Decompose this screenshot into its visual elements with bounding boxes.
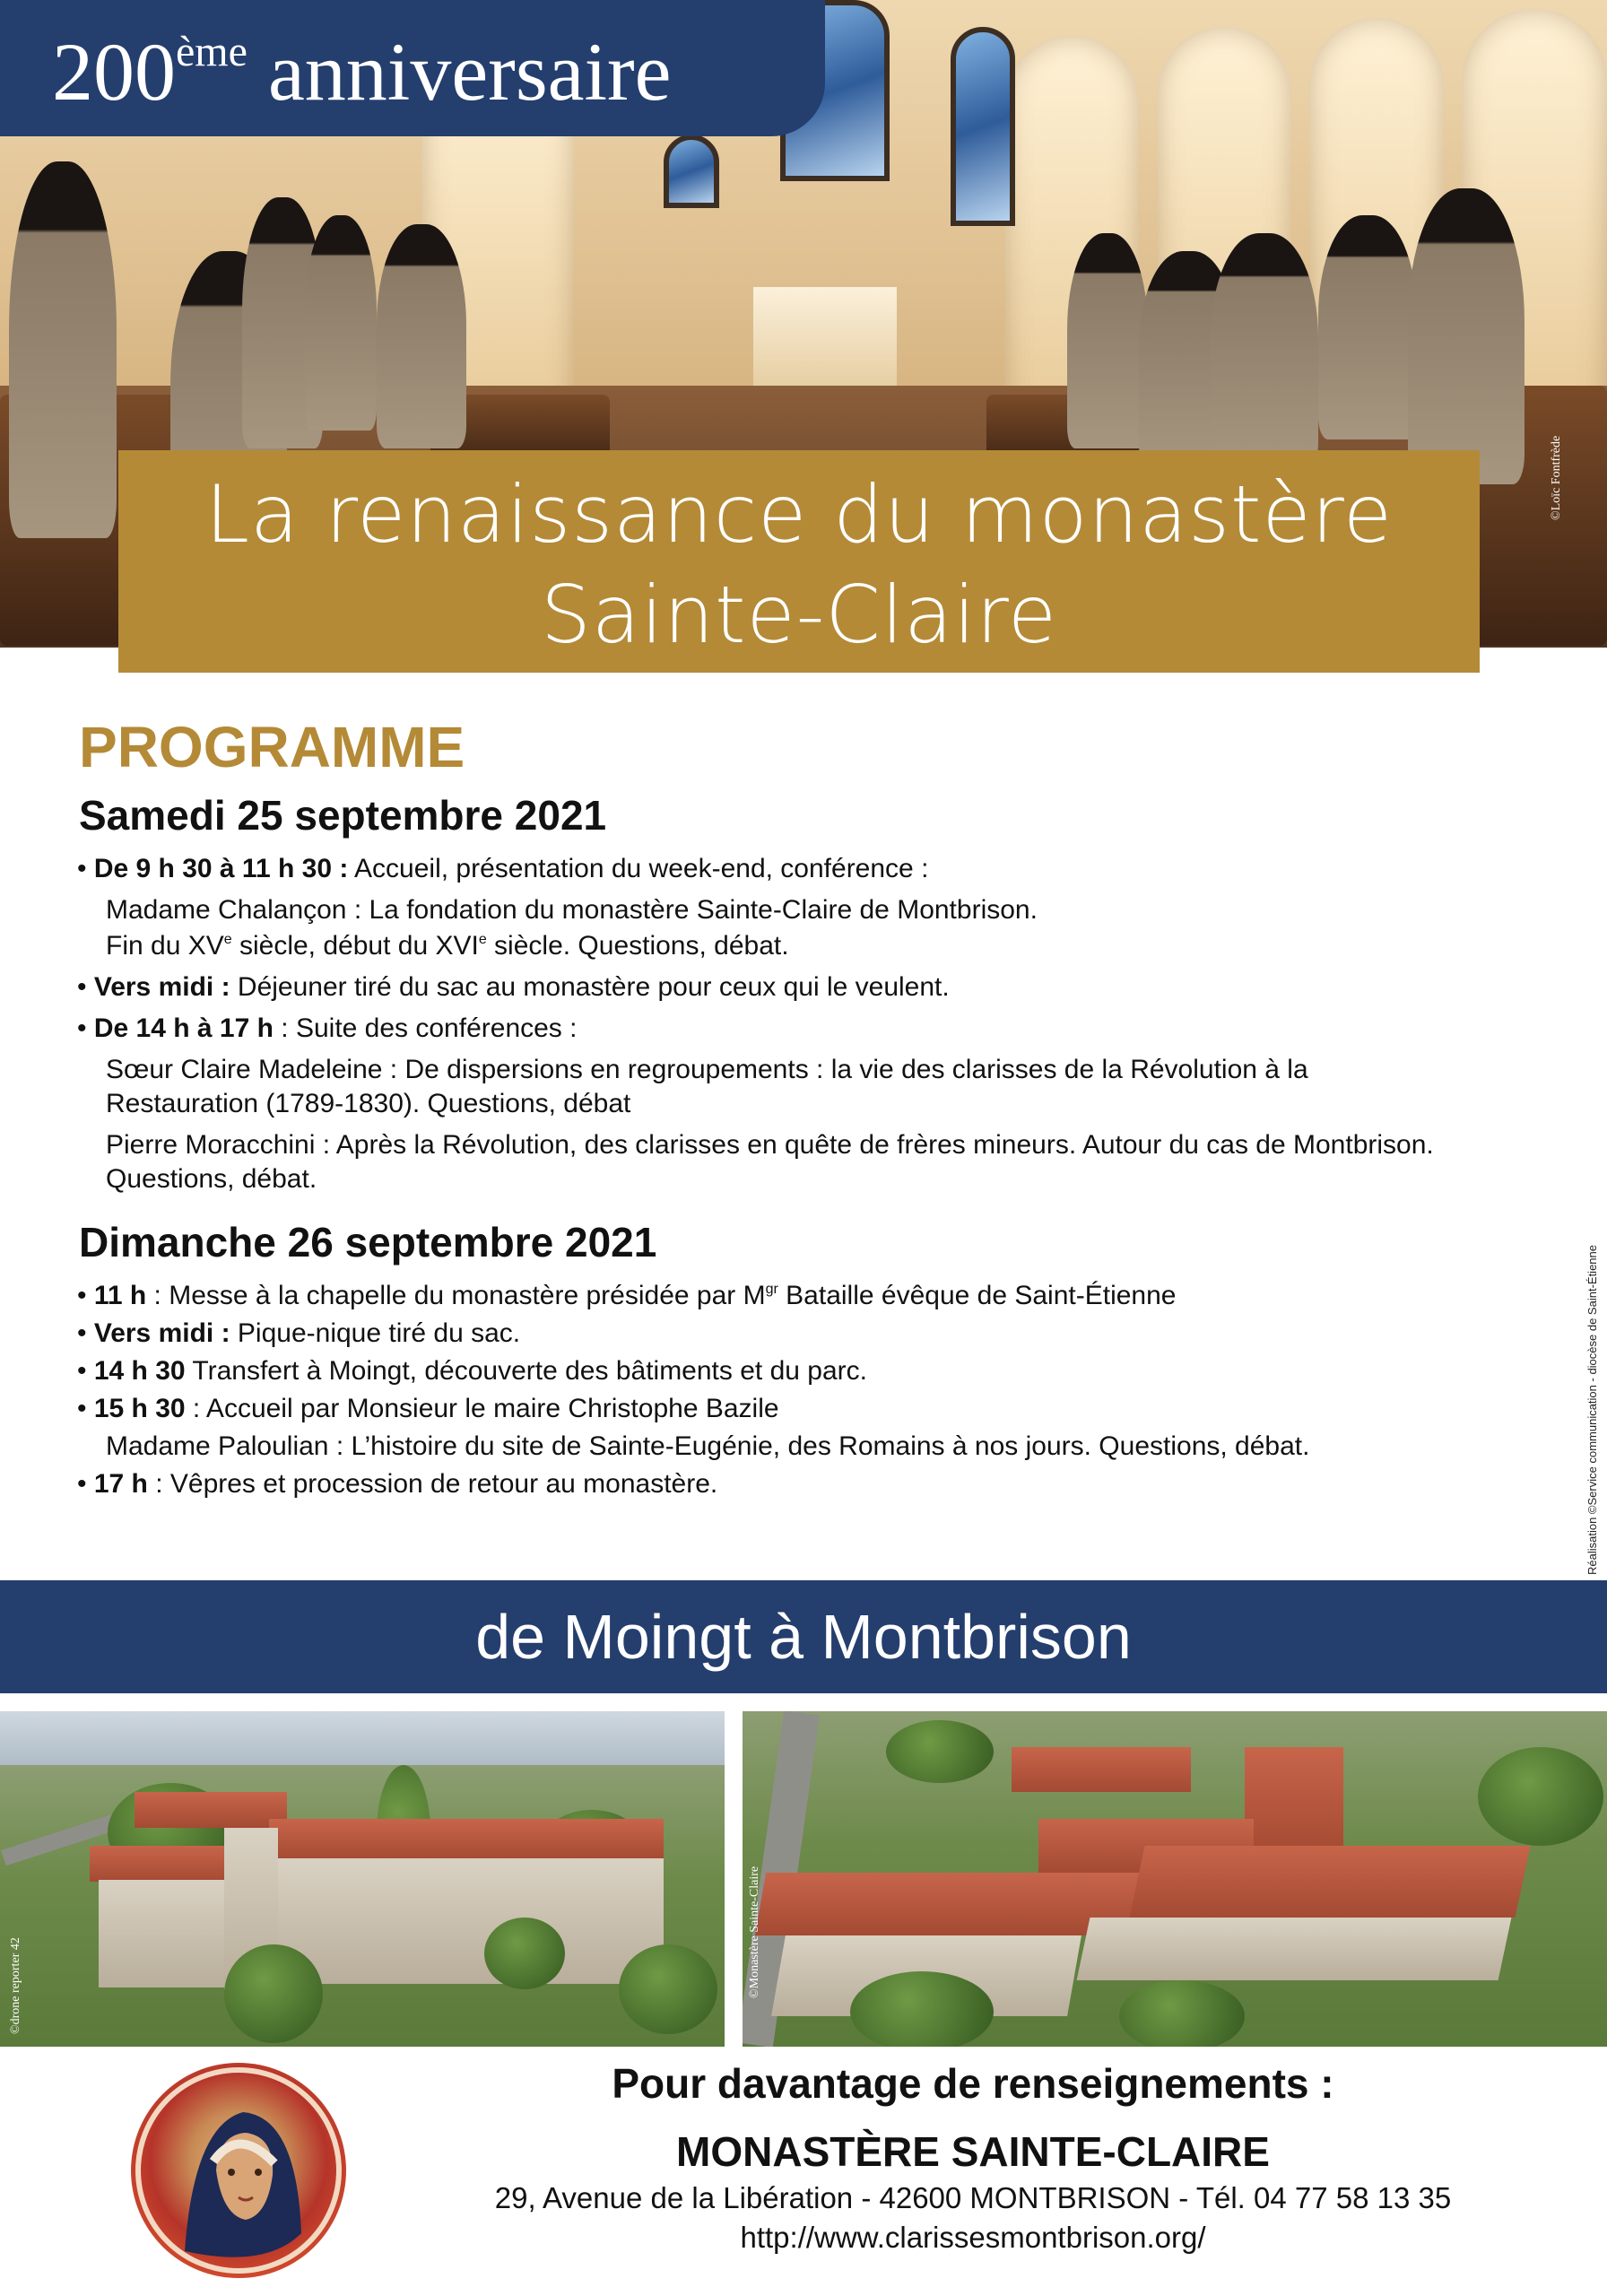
saturday-item-2: • Vers midi : Déjeuner tiré du sac au monastère pour ceux qui le veulent.	[77, 972, 950, 1002]
saturday-item-3: • De 14 h à 17 h : Suite des conférences :	[77, 1013, 578, 1043]
sunday-item-1: • 11 h : Messe à la chapelle du monastère présidée par $M^{gr}$ Bataille évêque de Saint-Étienne	[77, 1281, 1177, 1310]
photo-moingt	[0, 1711, 725, 2047]
design-credit: Réalisation ©Service communication - diocèse de Saint-Étienne	[1585, 1245, 1599, 1575]
title-line-1: La renaissance du monastère	[204, 468, 1394, 561]
website-link[interactable]: http://www.clarissesmontbrison.org/	[740, 2221, 1206, 2254]
photo-montbrison	[743, 1711, 1607, 2047]
sunday-item-3: • 14 h 30 Transfert à Moingt, découverte des bâtiments et du parc.	[77, 1356, 867, 1386]
photo-credit-top: ©Loïc Fontfrède	[1550, 435, 1563, 520]
monastery-name: MONASTÈRE SAINTE-CLAIRE	[676, 2128, 1270, 2175]
sunday-item-2: • Vers midi : Pique-nique tiré du sac.	[77, 1318, 521, 1348]
programme-heading: PROGRAMME	[79, 715, 465, 779]
saturday-item-1: • De 9 h 30 à 11 h 30 : Accueil, présentation du week-end, conférence :	[77, 854, 929, 883]
address-phone: 29, Avenue de la Libération - 42600 MONTBRISON - Tél. 04 77 58 13 35	[494, 2181, 1452, 2214]
saturday-item-3-detail: Sœur Claire Madeleine : De dispersions en regroupements : la vie des clarisses de la Révolution à la	[106, 1055, 1308, 1084]
saturday-title: Samedi 25 septembre 2021	[79, 792, 607, 839]
photo-credit-right: ©Monastère Sainte-Claire	[748, 1866, 761, 1998]
photo-credit-left: ©drone reporter 42	[9, 1937, 22, 2034]
anniversary-heading: 200ème anniversaire	[52, 26, 672, 117]
info-heading: Pour davantage de renseignements :	[612, 2060, 1334, 2107]
saturday-item-3-detail-4: Questions, débat.	[106, 1164, 317, 1194]
sunday-item-5: • 17 h : Vêpres et procession de retour au monastère.	[77, 1469, 718, 1499]
location-band-text: de Moingt à Montbrison	[475, 1602, 1132, 1672]
saturday-item-1-detail-2: Fin du XVe siècle, début du XVIe siècle. Questions, débat.	[106, 931, 789, 961]
saturday-item-3-detail-3: Pierre Moracchini : Après la Révolution, des clarisses en quête de frères mineurs. Autour du cas de Montbrison.	[106, 1130, 1434, 1160]
sunday-title: Dimanche 26 septembre 2021	[79, 1219, 657, 1265]
saint-clare-icon	[131, 2063, 346, 2278]
saturday-item-3-detail-2: Restauration (1789-1830). Questions, débat	[106, 1089, 631, 1118]
title-banner	[118, 450, 1480, 673]
sunday-item-4: • 15 h 30 : Accueil par Monsieur le maire Christophe Bazile	[77, 1394, 779, 1423]
title-line-2: Sainte-Claire	[540, 569, 1058, 661]
saturday-item-1-detail: Madame Chalançon : La fondation du monastère Sainte-Claire de Montbrison.	[106, 895, 1038, 925]
saint-clare-portrait-icon	[131, 2063, 346, 2278]
sunday-item-4-detail: Madame Paloulian : L’histoire du site de Sainte-Eugénie, des Romains à nos jours. Questions, débat.	[106, 1431, 1310, 1461]
